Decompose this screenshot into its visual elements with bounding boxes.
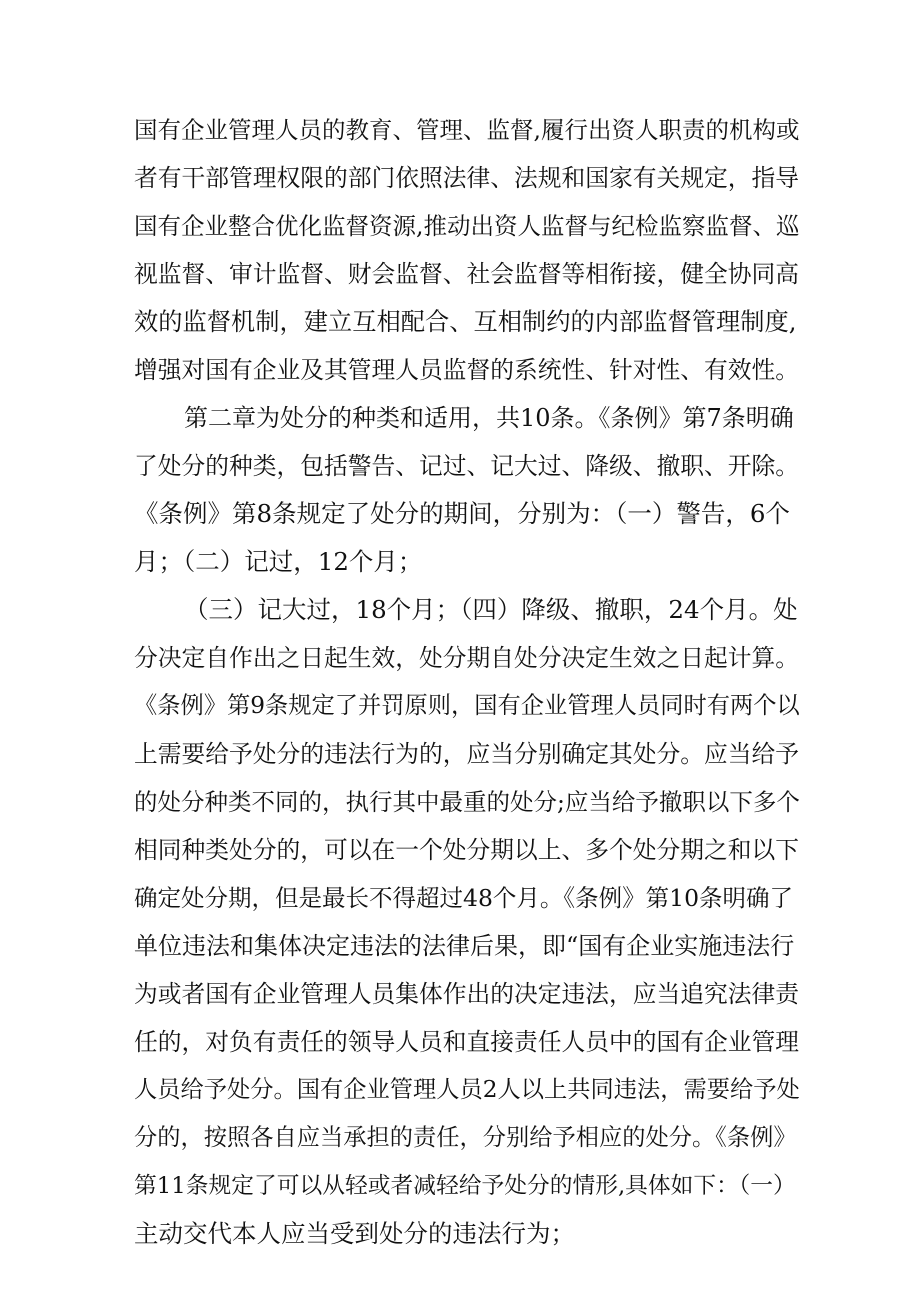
- text-line: 任的，对负有责任的领导人员和直接责任人员中的国有企业管理: [134, 1028, 800, 1056]
- text-line: 分的，按照各自应当承担的责任，分别给予相应的处分。《条例》: [134, 1124, 797, 1151]
- text-line: 第二章为处分的种类和适用，共10条。《条例》第7条明确: [184, 404, 794, 432]
- text-line: 的处分种类不同的，执行其中最重的处分;应当给予撤职以下多个: [134, 788, 800, 816]
- text-line: 确定处分期，但是最长不得超过48个月。《条例》第10条明确了: [134, 884, 794, 912]
- text-line: 单位违法和集体决定违法的法律后果，即“国有企业实施违法行: [134, 932, 795, 960]
- text-line: 效的监督机制，建立互相配合、互相制约的内部监督管理制度,: [134, 307, 797, 336]
- text-line: 视监督、审计监督、财会监督、社会监督等相衔接，健全协同高: [134, 260, 800, 288]
- text-line: 增强对国有企业及其管理人员监督的系统性、针对性、有效性。: [134, 356, 800, 384]
- text-line: 第11条规定了可以从轻或者减轻给予处分的情形,具体如下：（一）: [134, 1173, 796, 1199]
- text-line: 国有企业管理人员的教育、管理、监督,履行出资人职责的机构或: [134, 116, 800, 144]
- text-line: 《条例》第8条规定了处分的期间，分别为：（一）警告，6个: [134, 499, 790, 528]
- text-line: （三）记大过，18个月；（四）降级、撤职，24个月。处: [184, 595, 798, 624]
- text-line: 为或者国有企业管理人员集体作出的决定违法，应当追究法律责: [134, 980, 800, 1008]
- text-line: 了处分的种类，包括警告、记过、记大过、降级、撤职、开除。: [134, 452, 800, 480]
- text-line: 《条例》第9条规定了并罚原则，国有企业管理人员同时有两个以: [134, 692, 800, 719]
- text-line: 人员给予处分。国有企业管理人员2人以上共同违法，需要给予处: [134, 1076, 800, 1103]
- text-line: 上需要给予处分的违法行为的，应当分别确定其处分。应当给予: [134, 740, 800, 768]
- text-line: 分决定自作出之日起生效，处分期自处分决定生效之日起计算。: [134, 644, 800, 672]
- text-line: 主动交代本人应当受到处分的违法行为；: [134, 1219, 575, 1248]
- text-line: 月；（二）记过，12个月；: [134, 547, 423, 576]
- text-line: 者有干部管理权限的部门依照法律、法规和国家有关规定，指导: [134, 164, 800, 192]
- text-line: 相同种类处分的，可以在一个处分期以上、多个处分期之和以下: [134, 836, 800, 864]
- text-line: 国有企业整合优化监督资源,推动出资人监督与纪检监察监督、巡: [134, 212, 800, 240]
